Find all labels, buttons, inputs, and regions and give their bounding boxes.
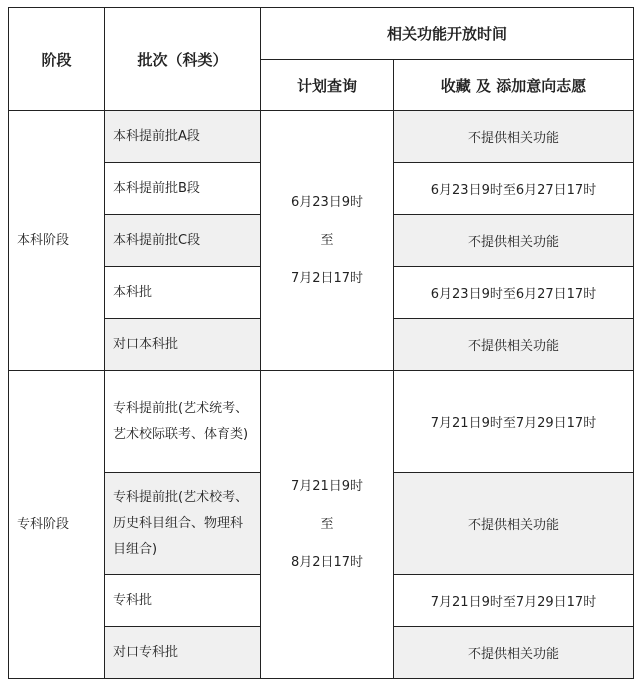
- header-batch: 批次（科类）: [105, 8, 261, 111]
- favorite-cell: 不提供相关功能: [394, 473, 634, 575]
- batch-cell: 本科提前批A段: [105, 111, 261, 163]
- batch-cell: 本科提前批C段: [105, 215, 261, 267]
- plan-to-word: 至: [320, 232, 334, 248]
- stage-cell: 专科阶段: [9, 371, 105, 679]
- plan-from: 7月21日9时: [290, 478, 364, 494]
- header-stage: 阶段: [9, 8, 105, 111]
- favorite-cell: 7月21日9时至7月29日17时: [394, 575, 634, 627]
- favorite-cell: 6月23日9时至6月27日17时: [394, 267, 634, 319]
- table-row: [9, 111, 634, 163]
- batch-cell: 本科批: [105, 267, 261, 319]
- batch-cell: 专科提前批(艺术统考、艺术校际联考、体育类): [105, 371, 261, 473]
- plan-query-cell: [261, 371, 394, 679]
- batch-cell: 对口本科批: [105, 319, 261, 371]
- schedule-table: [8, 7, 634, 679]
- plan-query-cell: [261, 111, 394, 371]
- batch-cell: 本科提前批B段: [105, 163, 261, 215]
- plan-to: 7月2日17时: [290, 270, 364, 286]
- plan-to: 8月2日17时: [290, 554, 364, 570]
- favorite-cell: 不提供相关功能: [394, 111, 634, 163]
- favorite-cell: 6月23日9时至6月27日17时: [394, 163, 634, 215]
- header-open-time: 相关功能开放时间: [261, 8, 634, 60]
- batch-cell: 对口专科批: [105, 627, 261, 679]
- stage-cell: 本科阶段: [9, 111, 105, 371]
- favorite-cell: 不提供相关功能: [394, 215, 634, 267]
- header-plan-query: 计划查询: [261, 60, 394, 111]
- favorite-cell: 不提供相关功能: [394, 319, 634, 371]
- batch-cell: 专科提前批(艺术校考、历史科目组合、物理科目组合): [105, 473, 261, 575]
- table-row: [9, 371, 634, 473]
- plan-to-word: 至: [320, 516, 334, 532]
- favorite-cell: 7月21日9时至7月29日17时: [394, 371, 634, 473]
- batch-cell: 专科批: [105, 575, 261, 627]
- favorite-cell: 不提供相关功能: [394, 627, 634, 679]
- plan-from: 6月23日9时: [290, 194, 364, 210]
- header-favorite: 收藏 及 添加意向志愿: [394, 60, 634, 111]
